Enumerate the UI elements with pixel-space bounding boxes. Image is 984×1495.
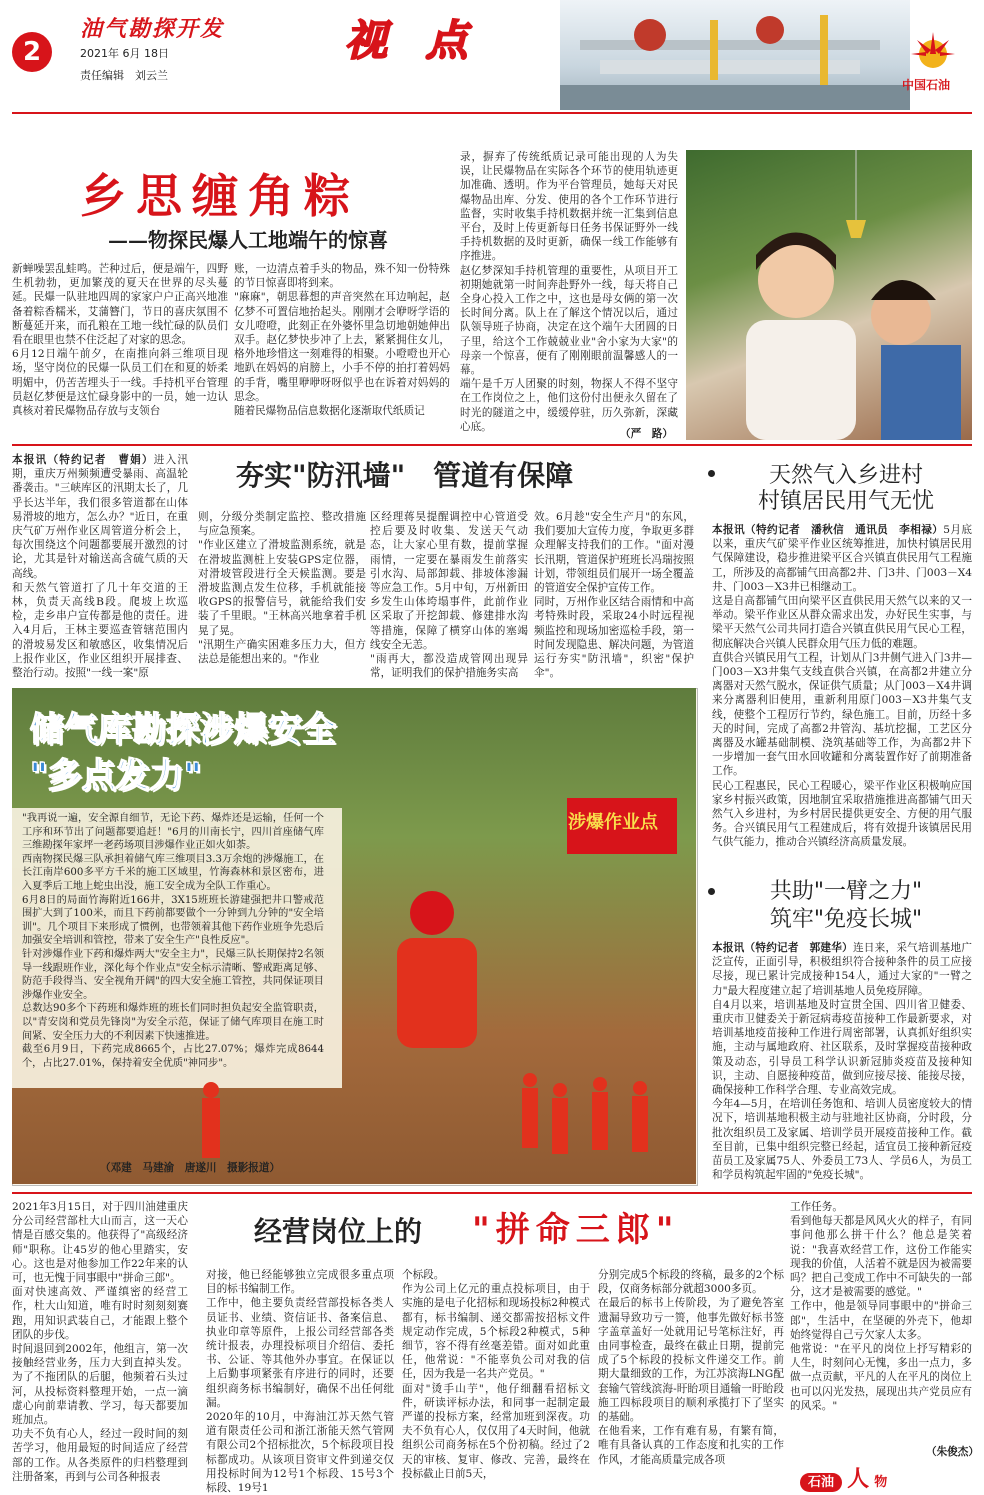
banner-sign: 涉爆作业点 bbox=[568, 812, 658, 833]
article6-col2: 对接，他已经能够独立完成很多重点项目的标书编制工作。 工作中，他主要负责经营部投标各类人员证书、业绩、资信证书、备案信息、执业印章等原件，上报公司经营部各类统计报表，办理投标项目介绍信、委托书、公证、等其他外办事宜。在保证以上后勤事项紧张有序进行的同时，还要组织商务标书编制好，确保不出任何纰漏。 2020年的10月，中海油江苏天然气管道有限责任公司和浙江浙能天然气管网有限公司2个招标批次，5个标段项目投标都成功。从该项目资审文件到递交仅用投标时间为12号1个标段、15号3个标段、19号1 bbox=[206, 1269, 394, 1495]
article5-lead-label: 本报讯（特约记者 郭建华） bbox=[712, 942, 853, 954]
article6-col3: 个标段。 作为公司上亿元的重点投标项目，由于实施的是电子化招标和现场投标2种模式都有，标书编制、递交都需按招标文件规定动作完成，5个标段2种模式，5种细节，容不得有丝毫差错。面对如此重任，他常说："不能辜负公司对我的信任，因为我是一名共产党员。" 面对"烫手山芋"，他仔细翻看招标文件，研读评标办法，和同事一起制定最严谨的投标方案，经常加班到深夜。功夫不负有心人，仅仅用了4天时间，他就组织公司商务标在5个份初稿。经过了2天的审核、复审、修改、完善，最终在投标截止日前5天， bbox=[402, 1269, 590, 1480]
article3-title-line2: "多点发力" bbox=[30, 756, 202, 796]
article2-col4: 效。6月趁"安全生产月"的东风，我们要加大宣传力度，争取更多群众理解支持我们的工作。"面对漫长汛期，管道保护班班长冯瑞按照计划，带领组员们展开一场全覆盖的管道安全保护宣传工作。 同时，万州作业区结合雨情和中高考特殊时段，采取24小时远程视频监控和现场加密巡检手段，第一时间发现隐患、解决问题，为管道运行夯实"防汛墙"，织密"保护伞"。 bbox=[534, 511, 694, 680]
article4-title-line1: 天然气入乡进村 bbox=[768, 463, 923, 488]
article3-title-line1: 储气库勘探涉爆安全 bbox=[30, 710, 336, 750]
logo-text: 中国石油 bbox=[902, 78, 951, 92]
column-tag-suffix: 物 bbox=[874, 1475, 888, 1490]
article1-subtitle: ——物探民爆人工地端午的惊喜 bbox=[108, 228, 388, 252]
page-number: 2 bbox=[12, 32, 52, 72]
article6-col1: 2021年3月15日，对于四川油建重庆分公司经营部杜大山而言，这一天心情是百感交集的。他获得了"高级经济师"职称。让45岁的他心里踏实，安心。这也是对他参加工作22年来的认可，也无愧于同事眼中"拼命三郎"。 面对快速高效、严谨缜密的经营工作，杜大山知道，唯有时时刻刻刻赛跑，用知识武装自己，才能跟上整个团队的步伐。 时间退回到2002年，他组言，第一次接触经营业务，压力大到直掉头发。为了不拖团队的后腿，他频着石头过河，从投标资料整理开始，一点一滴虚心向前辈请教、学习，每天都要加班加点。 功夫不负有心人，经过一段时间的刻苦学习，他用最短的时间适应了经营部的工作。从各类原件的归档整理到注册备案，再到与公司各种报表 bbox=[12, 1201, 188, 1483]
paper-name: 油气勘探开发 bbox=[80, 16, 225, 42]
issue-date: 2021年 6月 18日 bbox=[80, 47, 169, 60]
article2-lead-label: 本报讯（特约记者 曹娟） bbox=[12, 454, 154, 466]
header-pipeline-image bbox=[560, 0, 910, 110]
article3-credit: （邓建 马建渝 唐遂川 摄影报道） bbox=[100, 1162, 281, 1174]
article2-col1-text: 进入汛期，重庆万州频频遭受暴雨、高温轮番袭击。"三峡库区的汛期太长了，几乎长达半年，我们很多管道都在山体易滑坡的地方，怎么办？"近日，在重庆气矿万州作业区周管道分析会上，每次围绕这个问题都要展开激烈的讨论，尤其是针对输送高含硫气质的天高线。 和天然气管道打了几十年交道的王林，负责天高线B段。爬坡上坎巡检，走乡串户宣传都是他的责任。进入4月后，王林主要巡查管辖范围内的滑坡易发区和敏感区，收集情况后上报作业区，作业区组织开展排查、整治行动。按照"一线一案"原 bbox=[12, 454, 189, 680]
article2-col2: 则，分级分类制定监控、整改措施与应急预案。 "作业区建立了滑坡监测系统，就是在滑坡监测桩上安装GPS定位器，对滑坡管段进行全天候监测。要是滑坡监测点发生位移，手机就能接收GPS的报警信号，就能给我们安装了千里眼。"王林高兴地拿着手机晃了晃。 "汛期生产确实困难多压力大，但方法总是能想出来的。"作业 bbox=[198, 511, 366, 666]
editor-line: 责任编辑 刘云兰 bbox=[80, 69, 168, 82]
article6-col5: 工作任务。 看到他每天都是风风火火的样子，有同事问他那么拼干什么？他总是笑着说："我喜欢经营工作，这份工作能实现我的价值，人活着不就是因为被需要吗？把自己变成工作中不可缺失的一部分，这才是被需要的感觉。" 工作中，他是领导同事眼中的"拼命三郎"，生活中，在坚硬的外壳下，他却始终觉得自己亏欠家人太多。 他常说："在平凡的岗位上抒写精彩的人生，时刻问心无愧，多出一点力，多做一点贡献，平凡的人在平凡的岗位上也可以闪光发热，展现出共产党员应有的风采。" bbox=[790, 1201, 972, 1412]
article6-title-prefix: 经营岗位上的 bbox=[254, 1215, 423, 1248]
divider bbox=[12, 444, 972, 446]
header-rule bbox=[12, 112, 972, 114]
article6-title-quote: "拼命三郎" bbox=[472, 1210, 680, 1250]
article4-lead-label: 本报讯（特约记者 潘秋信 通讯员 李相禄） bbox=[712, 524, 944, 536]
article2-col3: 区经理蒋昊提醒调控中心管道受控后要及时收集、发送天气动态，让大家心里有数，提前掌握雨情，一定要在暴雨发生前落实引水沟、局部卸载、排坡体渗漏等应急工作。5月中旬，万州新田乡发生山体垮塌事件，此前作业区采取了开挖卸载、修建排水沟等措施，保障了横穿山体的塞竭线安全无恙。 "雨再大，都没造成管网出现异常，证明我们的保护措施务实高 bbox=[370, 511, 528, 680]
article3-body: "我再说一遍，安全源自细节，无论下药、爆炸还是运输，任何一个工序和环节出了问题都要追赶！"6月的川南长宁，四川首座储气库三维勘探年家坪一老药场项目涉爆作业正如火如荼。 西南物探民爆三队承担着储气库三维项目3.3万余炮的涉爆施工，在长江南岸600多平方千米的施工区域里，竹海森林和景区密布，进入夏季后工地上蛇虫出没，施工安全成为全队工作重心。 6月8日的局面竹海附近166井，3X15班班长游建强把井口警戒范围扩大到了100米，而且下药前都要做个一分钟到九分钟的"安全培训"。几个项目下来形成了惯例，也带领着其他下药作业班争先恐后加强安全培训和管控，带来了安全生产"良性反应"。 针对涉爆作业下药和爆炸两大"安全主力"，民爆三队长期保持2名领导一线跟班作业，深化每个作业点"安全标示清晰、警戒距离足够、防范手段得当、安全视角开阔"的四大安全施工管控，共同保证项目涉爆作业安全。 总数达90多个下药班和爆炸班的班长们同时担负起安全监管职责，以"青安岗和党员先锋岗"为安全示范，保证了储气库项目在施工时间紧、安全压力大的不利因素下快速推进。 截至6月9日，下药完成8665个，占比27.07%；爆炸完成8644个，占比27.01%，保持着安全优质"神同步"。 bbox=[22, 813, 324, 1069]
article4-body: 5月底以来，重庆气矿梁平作业区统筹推进，加快村镇居民用气保障建设，稳步推进梁平区合兴镇直供民用气工程施工，所涉及的高都铺气田高都2井、门3井、门003－X4井、门003－X3井已相继动工。 这是自高都铺气田向梁平区直供民用天然气以来的又一举动。梁平作业区从群众需求出发，办好民生实事，与梁平天然气公司共同打造合兴镇直供民用气民心工程，彻底解决合兴镇人民群众用气压力低的难题。 直供合兴镇民用气工程，计划从门3井侧气进入门3井—门003－X3井集气支线直供合兴镇，在高都2井建立分离器对天然气脱水，保证供气质量；从门003－X4井调来分离器利旧使用，重新利用原门003－X3井集气支线，使整个工程厉行节约，绿色施工。目前，历经十多天的时间，完成了高都2井管沟、基坑挖掘，工艺区分离器及水罐基础制模、浇筑基础等工作，为高都2井下一步增加一套气田水回收罐和分离装置作好了前期准备工作。 民心工程惠民，民心工程暖心，梁平作业区积极响应国家乡村振兴政策，因地制宜采取措施推进高都铺气田天然气入乡进村，为乡村居民提供更安全、方便的用气服务。合兴镇民用气工程建成后，将有效提升该镇居民用气供气能力，推动合兴镇经济高质量发展。 bbox=[712, 524, 972, 849]
article5-body: 连日来，采气培训基地广泛宣传，正面引导，积极组织符合接种条件的员工应接尽接，现已累计完成接种154人，通过大家的"一臂之力"最大程度建立起了培训基地人员免疫屏障。 自4月以来，培训基地及时宣贯全国、四川省卫健委、重庆市卫健委关于新冠病毒疫苗接种工作最新要求，对培训基地疫苗接种工作进行周密部署，认真抓好组织实施，主动与属地政府、社区联系，及时掌握疫苗接种政策及动态，引导员工科学认识新冠肺炎疫苗及接种知识，主动、自愿接种疫苗，做到应接尽接、能接尽接，确保接种工作科学合理、专业高效完成。 今年4—5月，在培训任务饱和、培训人员密度较大的情况下，培训基地积极主动与驻地社区协商，分时段，分批次组织员工及家属、培训学员开展疫苗接种工作。截至目前，已集中组织完整已经起，适宜员工接种新冠疫苗员工及家属75人、外委员工73人、学员6人，为员工和学员构筑起牢固的"免疫长城"。 bbox=[712, 942, 972, 1182]
bullet-dot bbox=[708, 888, 715, 895]
article5-title-line1: 共助"一臂之力" bbox=[769, 879, 923, 904]
article4-body-wrap bbox=[712, 522, 972, 862]
mother-daughter-photo bbox=[686, 150, 972, 440]
article2-col1 bbox=[12, 452, 188, 692]
section-title: 视 点 bbox=[345, 16, 480, 65]
column-tag-big: 人 bbox=[847, 1466, 870, 1492]
article2-title: 夯实"防汛墙" 管道有保障 bbox=[236, 459, 574, 492]
article6-credit: （朱俊杰） bbox=[926, 1446, 979, 1458]
article1-title: 乡思缠角粽 bbox=[80, 169, 360, 223]
column-tag bbox=[800, 1462, 972, 1492]
column-tag-prefix: 石油 bbox=[800, 1473, 842, 1492]
article4-title-line2: 村镇居民用气无忧 bbox=[757, 489, 934, 514]
article1-col3: 录，摒弃了传统纸质记录可能出现的人为失误，让民爆物品在实际各个环节的使用轨迹更加准确、透明。作为平台管理员，她每天对民爆物品出库、分发、使用的各个工作环节进行监督，实时收集手持机数据并统一汇集到信息平台，及时上传更新每日任务书保证野外一线手持机数据的及时更新，确保一线工作能够有序推进。 赵亿梦深知手持机管理的重要性，从项目开工初期她就第一时间奔赴野外一线，每天将自己全身心投入工作之中，这也是母女俩的第一次长时间分离。队上在了解这个情况以后，通过队领导班子协商，决定在这个端午大团圆的日子里，给这个工作兢兢业业"舍小家为大家"的母亲一个惊喜，便有了刚刚眼前温馨感人的一幕。 端午是千万人团聚的时刻，物探人不得不坚守在工作岗位之上，他们这份付出便永久留在了时光的隧道之中，缓缓停驻，历久弥新，深藏心底。 bbox=[460, 151, 678, 433]
bullet-dot bbox=[708, 470, 715, 477]
article5-body-wrap bbox=[712, 940, 972, 1184]
petrochina-logo bbox=[908, 28, 958, 68]
article1-col2: 账，一边清点着手头的物品，殊不知一份特殊的节日惊喜即将到来。 "麻麻"，朝思暮想的声音突然在耳边响起，赵亿梦不可置信地抬起头。刚刚才会咿呀学语的女儿噔噔，此刻正在外婆怀里急切地朝她伸出双手。赵亿梦快步冲了上去，紧紧拥住女儿，格外地珍惜这一刻难得的相聚。小噔噔也开心地趴在妈妈的肩膀上，小手不停的拍打着妈妈的手背，嘴里咿咿呀呀似乎也在诉着对妈妈的思念。 随着民爆物品信息数据化逐渐取代纸质记 bbox=[234, 263, 450, 418]
article1-credit: （严 路） bbox=[620, 428, 673, 440]
article1-col1: 新蝉噪罢乱蛙鸣。芒种过后，便是端午，四野生机勃勃，更加繁茂的夏天在世界的尽头蔓延。民爆一队驻地四周的家家户户正高兴地准备着粽香糯米，艾蒲簪门，节日的喜庆氛围不断蔓延开来，而孔粮在工地一线忙碌的队员们看在眼里也禁不住泛起了对家的思念。 6月12日端午前夕，在南推向斜三维项目现场，坚守岗位的民爆一队员工们在和夏的娇柔明媚中，仍苦苦埋头于一线。手持机平台管理员赵亿梦便是这忙碌身影中的一员，她一边认真核对着民爆物品存放与支领台 bbox=[12, 263, 228, 418]
divider bbox=[12, 1192, 972, 1194]
article5-title-line2: 筑牢"免疫长城" bbox=[769, 907, 923, 932]
article6-col4: 分别完成5个标段的终稿，最多的2个标段，仅商务标部分就超3000多页。 在最后的标书上传阶段，为了避免答室遗漏导致功亏一篑，他事先做好标书签字盖章盖好一处就用记号笔标注好，再由同事检查，最终在截止日期，提前完成了5个标段的投标文件递交工作。前期大量细致的工作，为江苏滨海LNG配套输气管线滨海-盱眙项目通输一盱眙段施工四标段项目的顺利承揽打下了坚实的基础。 在他看来，工作有难有易，有繁有简，唯有具备认真的工作态度和扎实的工作作风，才能高质量完成各项 bbox=[598, 1269, 784, 1466]
